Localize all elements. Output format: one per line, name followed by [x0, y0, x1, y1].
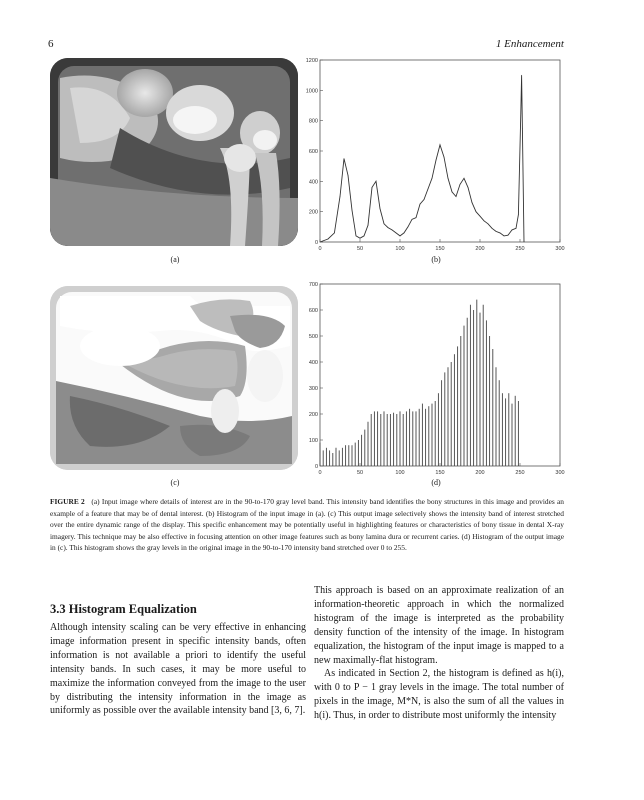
b-data-point	[440, 145, 441, 146]
right-paragraph-1: This approach is based on an approximate realization of an information-theoretic approach in which the normalized histogram of the image is interpreted as the probability density function of the intensity of the image. In histogram equalization, the histogram of the input image is mapped to a new maximally-flat histogram.	[314, 585, 564, 666]
b-data-point	[488, 224, 489, 225]
d-ytick-label: 700	[308, 282, 318, 288]
d-xtick-label: 300	[555, 470, 565, 476]
b-data-point	[472, 202, 473, 203]
section-heading: 3.3 Histogram Equalization	[50, 602, 197, 616]
output-histogram-chart	[306, 280, 566, 478]
d-ytick-label: 600	[308, 308, 318, 314]
b-data-point	[428, 189, 429, 190]
d-plot-frame	[320, 284, 560, 466]
xray-output-image	[50, 286, 298, 470]
right-column	[314, 584, 564, 723]
d-ytick-label: 200	[308, 412, 318, 418]
b-data-point	[492, 228, 493, 229]
b-ytick-label: 1000	[306, 88, 318, 95]
b-data-point	[504, 236, 505, 237]
panel-label-c: (c)	[170, 478, 180, 487]
b-data-point	[396, 233, 397, 234]
b-data-point	[334, 233, 335, 234]
d-xtick-label: 100	[395, 470, 405, 476]
b-data-point	[484, 220, 485, 221]
b-data-point	[448, 178, 449, 179]
b-data-point	[480, 216, 481, 217]
caption-label: FIGURE 2	[50, 497, 85, 506]
b-data-point	[368, 225, 369, 226]
b-data-point	[408, 227, 409, 228]
b-data-point	[468, 187, 469, 188]
right-paragraph-2: As indicated in Section 2, the histogram is defined as h(i), with 0 to P − 1 gray levels in the image. The total number of pixels in the image, M*N, is also the sum of all the values in h(i). Thus, in order to distribute most uniformly the intensity	[314, 668, 564, 722]
b-data-point	[384, 224, 385, 225]
b-data-point	[460, 184, 461, 185]
b-data-point	[360, 238, 361, 239]
left-column-paragraph: Although intensity scaling can be very effective in enhancing image information present in specific intensity bands, often information is not available a priori to identify the useful intensity bands. In such cases, it may be more useful to maximize the information conveyed from the image to the user by distributing the intensity information in the image as uniformly as possible over the available intensity band [3, 6, 7].	[50, 622, 306, 717]
panel-label-a: (a)	[170, 255, 180, 264]
b-ytick-label: 600	[308, 149, 318, 155]
b-data-point	[412, 219, 413, 220]
b-data-point	[400, 236, 401, 237]
b-ytick-label: 800	[308, 118, 318, 125]
b-data-point	[356, 236, 357, 237]
b-xtick-label: 300	[555, 246, 565, 252]
running-title: 1 Enhancement	[495, 38, 564, 50]
b-data-point	[521, 75, 522, 76]
b-ytick-label: 1200	[306, 58, 318, 64]
b-data-point	[522, 128, 523, 129]
b-data-point	[380, 208, 381, 209]
b-data-point	[424, 199, 425, 200]
figure-caption	[50, 496, 564, 554]
d-ytick-label: 300	[308, 386, 318, 392]
d-xtick-label: 200	[475, 470, 485, 476]
b-xtick-label: 0	[318, 246, 322, 252]
b-ytick-label: 400	[308, 179, 318, 186]
d-xtick-label: 250	[515, 470, 525, 476]
d-xtick-label: 0	[318, 470, 322, 476]
b-ytick-label: 0	[314, 240, 318, 246]
page-number: 6	[48, 38, 54, 50]
b-data-point	[376, 181, 377, 182]
b-data-point	[432, 178, 433, 179]
b-data-point	[340, 196, 341, 197]
b-data-point	[464, 178, 465, 179]
b-data-point	[372, 187, 373, 188]
d-ytick-label: 0	[314, 464, 318, 470]
b-data-point	[388, 227, 389, 228]
b-data-point	[436, 160, 437, 161]
d-ytick-label: 400	[308, 360, 318, 366]
b-data-point	[404, 233, 405, 234]
caption-text: (a) Input image where details of interest are in the 90-to-170 gray level band. This intensity band identifies the bony structures in this image and provides an example of a feature that may be of dental interest. (b) Histogram of the input image in (a). (c) This output image selectively shows the intensity band of interest stretched over the entire dynamic range of the display. This specific enhancement may be potentially useful in highlighting features or characteristics of bony tissue in dental X-ray imagery. This technique may be also effective in focusing attention on other image features such as bony lamina dura or recurrent caries. (d) Histogram of the output image in (c). This histogram shows the gray levels in the original image in the 90-to-170 intensity band stretched over 0 to 255.	[50, 497, 564, 553]
b-data-point	[392, 230, 393, 231]
b-data-point	[524, 242, 525, 243]
b-data-point	[518, 214, 519, 215]
b-data-point	[348, 175, 349, 176]
b-data-point	[420, 204, 421, 205]
d-xtick-label: 50	[356, 470, 364, 476]
b-data-point	[416, 217, 417, 218]
input-histogram-chart	[306, 56, 566, 254]
panel-label-d: (d)	[431, 478, 441, 487]
b-data-point	[452, 192, 453, 193]
b-ytick-label: 200	[308, 209, 318, 216]
b-data-point	[444, 157, 445, 158]
b-data-point	[352, 210, 353, 211]
xray-input-image	[50, 58, 298, 246]
d-xtick-label: 150	[435, 470, 445, 476]
b-data-point	[456, 196, 457, 197]
b-data-point	[364, 236, 365, 237]
d-ytick-label: 500	[308, 334, 318, 340]
b-data-point	[328, 239, 329, 240]
b-data-point	[476, 211, 477, 212]
b-data-point	[521, 113, 522, 114]
b-xtick-label: 50	[356, 246, 364, 252]
b-xtick-label: 250	[515, 246, 525, 252]
b-data-point	[500, 233, 501, 234]
b-xtick-label: 200	[475, 246, 485, 252]
b-data-point	[496, 231, 497, 232]
b-data-point	[512, 230, 513, 231]
b-data-point	[344, 158, 345, 159]
panel-label-b: (b)	[431, 255, 441, 264]
b-data-point	[508, 235, 509, 236]
b-xtick-label: 150	[435, 246, 445, 252]
b-data-point	[516, 228, 517, 229]
d-ytick-label: 100	[308, 438, 318, 444]
b-data-point	[320, 242, 321, 243]
b-xtick-label: 100	[395, 246, 405, 252]
